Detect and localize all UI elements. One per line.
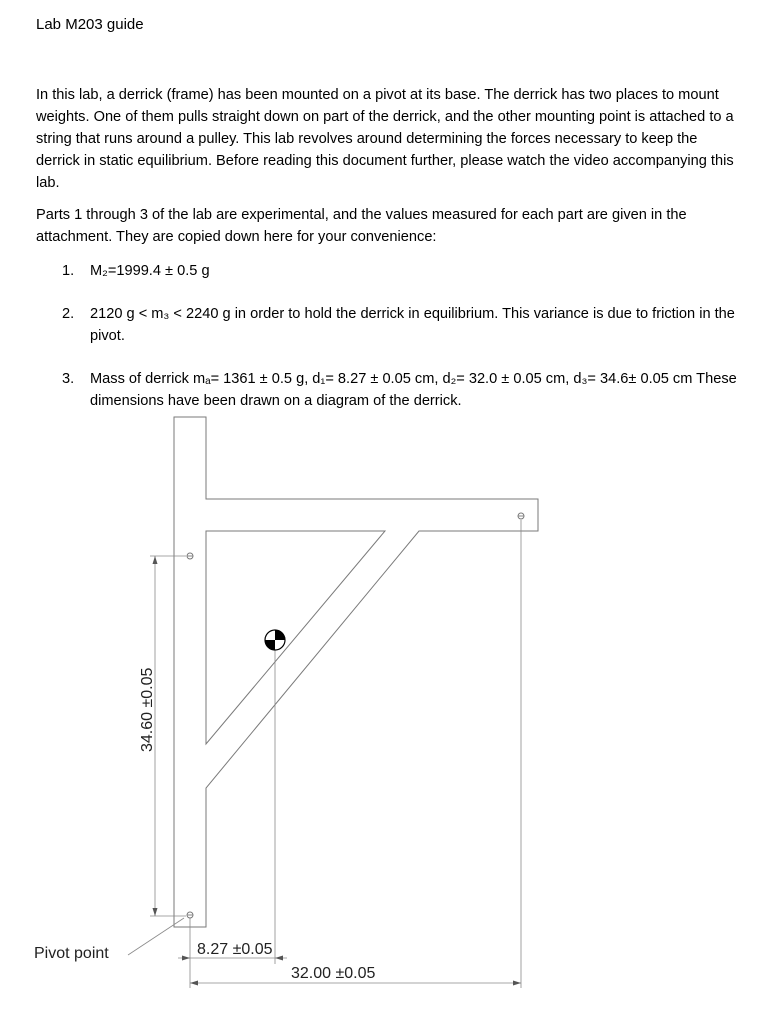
pivot-point-label: Pivot point [34,945,109,962]
list-number: 2. [62,306,75,322]
list-text: 2120 g < m₃ < 2240 g in order to hold the derrick in equilibrium. This variance is due to friction in the pivot. [90,306,735,344]
upper-hole-marker [187,553,194,559]
arrow-vertical-bottom [153,908,158,916]
derrick-frame [174,417,538,927]
list-text: M₂=1999.4 ± 0.5 g [90,263,210,279]
list-number: 3. [62,371,75,387]
intro-paragraph: In this lab, a derrick (frame) has been mounted on a pivot at its base. The derrick has two places to mount weights. One of them pulls straight down on part of the derrick, and the other mounting point is attached to a string that runs around a pulley. This lab revolves around determining the forces necessary to keep the derrick in static equilibrium. Before reading this document further, please watch the video accompanying this lab. [36,87,734,191]
document-title: Lab M203 guide [36,16,144,33]
center-of-gravity-marker [265,630,285,650]
arrow-d1-right [275,956,283,961]
d1-dimension-label: 8.27 ±0.05 [197,941,273,958]
pivot-leader-line [128,918,184,955]
parts-paragraph: Parts 1 through 3 of the lab are experimental, and the values measured for each part are given in the attachment. They are copied down here for your convenience: [36,207,687,245]
list-text: Mass of derrick mₐ= 1361 ± 0.5 g, d₁= 8.27 ± 0.05 cm, d₂= 32.0 ± 0.05 cm, d₃= 34.6± 0.05 cm These dimensions have been drawn on a diagram of the derrick. [90,371,737,409]
pivot-hole-marker [187,912,194,918]
derrick-brace-cutout [206,531,385,744]
arrow-d2-left [190,981,198,986]
arrow-vertical-top [153,556,158,564]
vertical-dimension-label: 34.60 ±0.05 [139,667,156,752]
arrow-d1-left [182,956,190,961]
list-number: 1. [62,263,75,279]
tip-hole-marker [518,513,525,519]
d2-dimension-label: 32.00 ±0.05 [291,965,376,982]
arrow-d2-right [513,981,521,986]
